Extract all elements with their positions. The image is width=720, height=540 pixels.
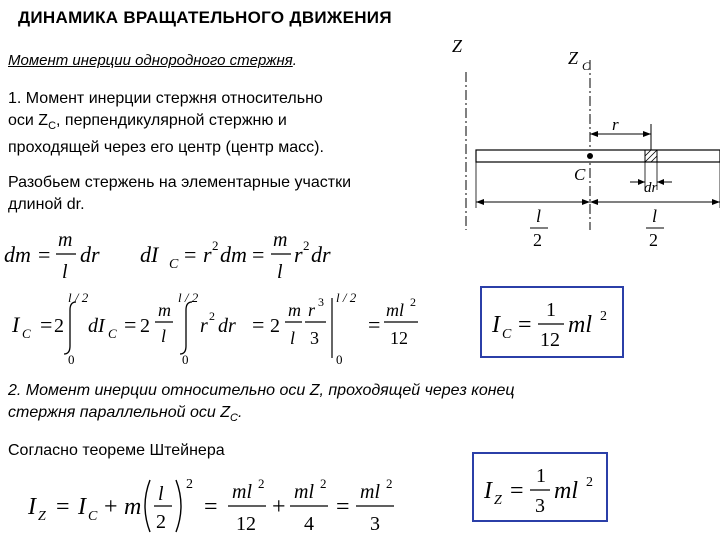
dic-den: l <box>277 261 283 283</box>
axis-zc-sub: C <box>582 59 591 73</box>
int1-lower: 0 <box>68 352 75 367</box>
integral-sign-2 <box>180 302 192 354</box>
dr-label: dr <box>644 180 658 196</box>
eval-lower: 0 <box>336 352 343 367</box>
iz-t2-exp: 2 <box>320 476 327 491</box>
dic-lhs-sub: C <box>169 257 179 272</box>
section1-line2-sub: C <box>48 120 57 133</box>
result-iz-formula <box>474 454 606 520</box>
result-iz-tail: ml <box>554 478 578 504</box>
dm-num: m <box>58 229 73 251</box>
rod-diagram <box>440 30 720 255</box>
result-iz-exp: 2 <box>586 475 593 490</box>
iz-t1-exp: 2 <box>258 476 265 491</box>
result-ic-tail: ml <box>568 312 592 338</box>
int1-d-sub: C <box>108 326 117 341</box>
dm-rhs: dr <box>80 242 100 267</box>
half-left-num: l <box>536 206 542 226</box>
section1-line2 <box>8 110 324 137</box>
int2-r: r <box>200 315 208 337</box>
int3-m: m <box>288 300 301 320</box>
int2-lower: 0 <box>182 352 189 367</box>
section2-line1: 2. Момент инерции относительно оси Z, проходящей через конец <box>8 382 515 399</box>
result-iz-num: 1 <box>536 465 546 487</box>
iz-t3-exp: 2 <box>386 476 393 491</box>
result-ic-sub: C <box>502 327 512 342</box>
iz-eq3: = <box>336 494 350 520</box>
subtitle <box>8 52 297 69</box>
result-box-iz <box>472 452 608 522</box>
dic-rhs: dr <box>311 242 331 267</box>
result-ic-lhs: I <box>492 312 500 338</box>
int1-upper: l / 2 <box>68 290 89 305</box>
result-iz-lhs: I <box>484 478 492 504</box>
int-lhs-sub: C <box>22 326 31 341</box>
iz-t2-num: ml <box>294 481 314 503</box>
dic-num: m <box>273 229 288 251</box>
steiner-text: Согласно теореме Штейнера <box>8 442 225 459</box>
dm-lhs: dm <box>4 242 31 267</box>
dm-den: l <box>62 261 68 283</box>
section1-text <box>8 88 324 159</box>
rod <box>476 150 720 162</box>
result-ic-formula <box>482 288 622 356</box>
section2-line2 <box>8 402 515 429</box>
half-right-num: l <box>652 206 658 226</box>
int-ml2-exp: 2 <box>410 295 416 309</box>
result-iz-eq: = <box>510 478 524 504</box>
int3-l: l <box>290 328 296 348</box>
result-ic-exp: 2 <box>600 309 607 324</box>
iz-paren-exp: 2 <box>186 477 193 492</box>
dr-arrowhead-right <box>657 179 664 185</box>
iz-plus2: + <box>272 494 286 520</box>
int2-upper: l / 2 <box>178 290 199 305</box>
formula-dm-dic <box>0 228 380 288</box>
iz-ic-sub: C <box>88 509 98 524</box>
iz-t3-num: ml <box>360 481 380 503</box>
int-twelve: 12 <box>390 328 408 348</box>
int-ml2: ml <box>386 300 404 320</box>
iz-eq2: = <box>204 494 218 520</box>
iz-lhs-sub: Z <box>38 509 46 524</box>
iz-eq1: = <box>56 494 70 520</box>
result-iz-den: 3 <box>535 495 545 517</box>
half-arrow-3 <box>590 199 598 205</box>
iz-ic: I <box>78 494 86 520</box>
int-eq2: = <box>124 312 137 337</box>
axis-zc-label: Z <box>568 48 579 68</box>
split-line1: Разобьем стержень на элементарные участки <box>8 174 352 191</box>
section2-text <box>8 380 515 429</box>
section1-line2-a: оси Z <box>8 112 49 129</box>
section2-line2-a: стержня параллельной оси Z <box>8 404 230 421</box>
half-arrow-4 <box>712 199 720 205</box>
iz-paren-left <box>145 480 150 532</box>
split-line2: длиной dr. <box>8 196 85 213</box>
iz-l: l <box>158 483 164 505</box>
section2-line2-sub: C <box>229 412 238 425</box>
int2-dr: dr <box>218 315 236 337</box>
int-two3: 2 <box>270 315 280 337</box>
r-arrowhead-left <box>590 131 598 137</box>
int3-three: 3 <box>310 328 319 348</box>
iz-lhs: I <box>28 494 36 520</box>
iz-plus: + <box>104 494 118 520</box>
r-label: r <box>612 115 619 134</box>
split-text <box>8 172 351 216</box>
dm-eq: = <box>38 242 51 267</box>
int-two1: 2 <box>54 315 64 337</box>
r-arrowhead-right <box>643 131 651 137</box>
result-iz-sub: Z <box>494 493 502 508</box>
dic-eq1: = <box>184 242 197 267</box>
iz-paren-right <box>176 480 181 532</box>
int3-r-exp: 3 <box>318 295 324 309</box>
int3-r: r <box>308 300 316 320</box>
section2-line2-b: . <box>237 404 243 421</box>
c-label: C <box>574 165 586 184</box>
half-left-den: 2 <box>533 230 542 250</box>
int2-m: m <box>158 300 171 320</box>
page-title: ДИНАМИКА ВРАЩАТЕЛЬНОГО ДВИЖЕНИЯ <box>18 8 392 27</box>
half-arrow-1 <box>476 199 484 205</box>
int-eq3: = <box>252 312 265 337</box>
dic-r: r <box>203 242 212 267</box>
result-box-ic <box>480 286 624 358</box>
section1-line1: 1. Момент инерции стержня относительно <box>8 90 323 107</box>
section1-line3: проходящей через его центр (центр масс). <box>8 139 324 157</box>
dic-r-exp: 2 <box>212 238 219 253</box>
iz-t2-den: 4 <box>304 513 314 535</box>
dic-eq2: = <box>252 242 265 267</box>
center-dot <box>587 153 593 159</box>
iz-m: m <box>124 494 142 520</box>
axis-z-label: Z <box>452 36 463 56</box>
iz-t3-den: 3 <box>370 513 380 535</box>
int-eq1: = <box>40 312 53 337</box>
result-ic-num: 1 <box>546 299 556 321</box>
int-two2: 2 <box>140 315 150 337</box>
integral-sign-1 <box>64 302 76 354</box>
half-right-den: 2 <box>649 230 658 250</box>
dic-r2: r <box>294 242 303 267</box>
subtitle-dot: . <box>292 52 297 69</box>
dic-r2-exp: 2 <box>303 238 310 253</box>
result-ic-den: 12 <box>540 329 560 351</box>
int-lhs: I <box>12 312 20 337</box>
eval-upper: l / 2 <box>336 290 357 305</box>
int-eq4: = <box>368 312 381 337</box>
formula-iz <box>20 470 420 538</box>
int2-l: l <box>161 326 167 346</box>
dic-lhs: dI <box>140 242 159 267</box>
result-ic-eq: = <box>518 312 532 338</box>
integral-formula <box>0 288 440 368</box>
int1-d: dI <box>88 315 105 337</box>
section1-line2-b: , перпендикулярной стержню и <box>56 112 287 129</box>
int2-r-exp: 2 <box>209 309 215 323</box>
iz-two: 2 <box>156 511 166 533</box>
iz-t1-den: 12 <box>236 513 256 535</box>
subtitle-text: Момент инерции однородного стержня <box>8 52 293 69</box>
half-arrow-2 <box>582 199 590 205</box>
dic-dm: dm <box>220 242 247 267</box>
iz-t1-num: ml <box>232 481 252 503</box>
